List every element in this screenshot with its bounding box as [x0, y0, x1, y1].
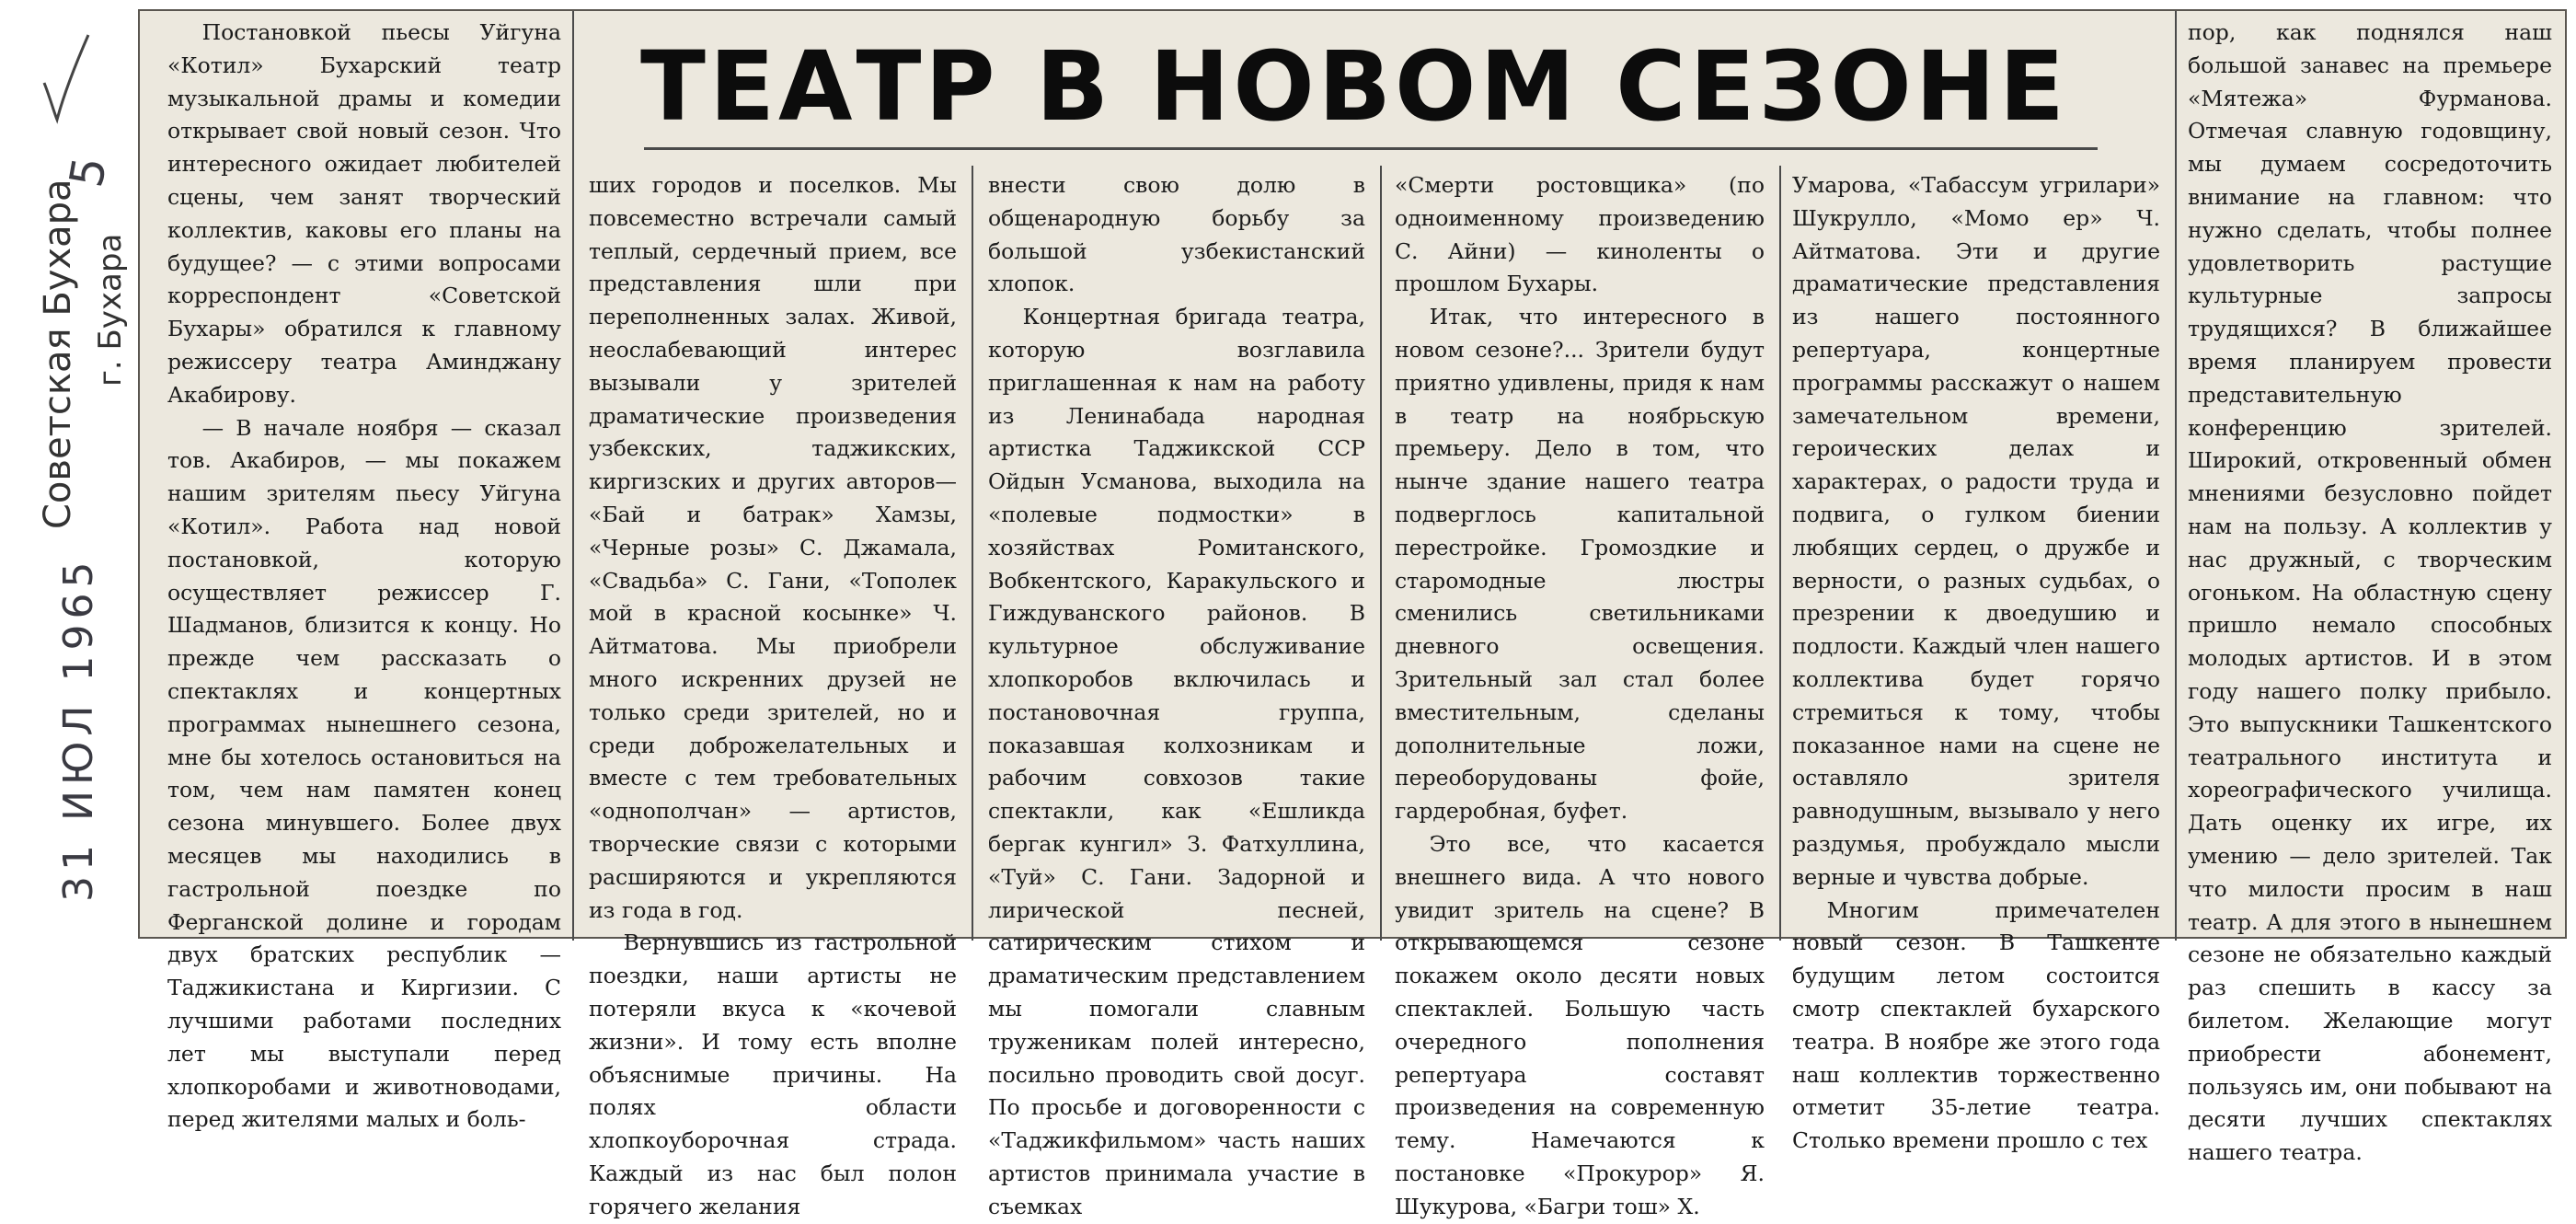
column-rule [972, 166, 973, 941]
article-paragraph: внести свою долю в общенародную борьбу за большой узбекистанский хлопок. [988, 172, 1365, 297]
article-paragraph: Постановкой пьесы Уйгуна «Котил» Бухарский театр музыкальной драмы и комедии открывает свой новый сезон. Что интересного ожидает любителей сцены, чем занят творческий коллектив, каковы его планы на будущее? — с этими вопросами корреспондент «Советской Бухары» обратился к главному режиссеру театра Аминджану Акабирову. [167, 19, 561, 408]
newspaper-name: Советская Бухара [37, 179, 79, 529]
article-paragraph: «Смерти ростовщика» (по одноименному произведению С. Айни) — киноленты о прошлом Бухары. [1395, 172, 1765, 297]
column-rule [1779, 166, 1781, 941]
article-column-5 [1792, 169, 2160, 1158]
article-paragraph: ших городов и поселков. Мы повсеместно встречали самый теплый, сердечный прием, все представления шли при переполненных залах. Живой, неослабевающий интерес вызывали у зрителей драматические произведения узбекских, таджикских, киргизских и других авторов— «Бай и батрак» Хамзы, «Черные розы» С. Джамала, «Свадьба» С. Гани, «Тополек мой в красной косынке» Ч. Айтматова. Мы приобрели много искренних друзей не только среди зрителей, но и среди доброжелательных и вместе с тем требовательных «однополчан» — артистов, творческие связи с которыми расширяются и укрепляются из года в год. [589, 172, 957, 923]
article-paragraph: Многим примечателен новый сезон. В Ташкенте будущим летом состоится смотр спектаклей бухарского театра. В ноябре же этого года наш коллектив торжественно отметит 35-летие театра. Столько времени прошло с тех [1792, 896, 2160, 1154]
column-rule [1380, 166, 1382, 941]
city-name: г. Бухара [92, 233, 129, 387]
article-column-1 [167, 17, 561, 1137]
article-column-4 [1395, 169, 1765, 1224]
article-column-6 [2188, 17, 2552, 1170]
article-column-2 [589, 169, 957, 1224]
column-rule [572, 11, 574, 941]
headline: ТЕАТР В НОВОМ СЕЗОНЕ [640, 30, 2068, 143]
article-paragraph: пор, как поднялся наш большой занавес на премьере «Мятежа» Фурманова. Отмечая славную годовщину, мы думаем сосредоточить внимание на главном: что нужно сделать, чтобы полнее удовлетворить растущие культурные запросы трудящихся? В ближайшее время планируем провести представительную конференцию зрителей. Широкий, откровенный обмен мнениями безусловно пойдет нам на пользу. А коллектив у нас дружный, с творческим огоньком. На областную сцену пришло немало способных молодых артистов. И в этом году нашего полку прибыло. Это выпускники Ташкентского театрального института и хореографического училища. Дать оценку их игре, их умению — дело зрителей. Так что милости просим в наш театр. А для этого в нынешнем сезоне не обязательно каждый раз спешить в кассу за билетом. Желающие могут приобрести абонемент, пользуясь им, они побывают на десяти лучших спектаклях нашего театра. [2188, 19, 2552, 1166]
headline-rule [644, 147, 2098, 150]
article-column-3 [988, 169, 1365, 1224]
article-paragraph: Вернувшись из гастрольной поездки, наши артисты не потеряли вкуса к «кочевой жизни». И тому есть вполне объяснимые причины. На полях области хлопкоуборочная страда. Каждый из нас был полон горячего желания [589, 930, 957, 1219]
handwritten-number: 5 [59, 153, 118, 191]
article-paragraph: Концертная бригада театра, которую возглавила приглашенная к нам на работу из Ленинабада народная артистка Таджикской ССР Ойдын Усманова, выходила на «полевые подмостки» в хозяйствах Ромитанского, Вобкентского, Каракульского и Гиждуванского районов. В культурное обслуживание хлопкоробов включилась и постановочная группа, показавшая колхозникам и рабочим совхозов такие спектакли, как «Ешликда бергак кунгил» З. Фатхуллина, «Туй» С. Гани. Задорной и лирической песней, сатирическим стихом и драматическим представлением мы помогали славным труженикам полей интересно, посильно проводить свой досуг. По просьбе и договоренности с «Таджикфильмом» часть наших артистов принимала участие в съемках [988, 304, 1365, 1219]
handwritten-checkmark [37, 28, 92, 129]
handwritten-date: 31 ИЮЛ 1965 [55, 556, 102, 902]
article-paragraph: Умарова, «Табассум угрилари» Шукрулло, «Момо ер» Ч. Айтматова. Эти и другие драматические представления из нашего постоянного репертуара, концертные программы расскажут о нашем замечательном времени, героических делах и характерах, о радости труда и подвига, о гулком биении любящих сердец, о дружбе и верности, о разных судьбах, о презрении к двоедушию и подлости. Каждый член нашего коллектива будет горячо стремиться к тому, чтобы показанное нами на сцене не оставляло зрителя равнодушным, вызывало у него раздумья, пробуждало мысли верные и чувства добрые. [1792, 172, 2160, 890]
column-rule [2175, 11, 2177, 941]
article-paragraph: — В начале ноября — сказал тов. Акабиров, — мы покажем нашим зрителям пьесу Уйгуна «Котил». Работа над новой постановкой, которую осуществляет режиссер Г. Шадманов, близится к концу. Но прежде чем рассказать о спектаклях и концертных программах нынешнего сезона, мне бы хотелось остановиться на том, чем нам памятен конец сезона минувшего. Более двух месяцев мы находились в гастрольной поездке по Ферганской долине и городам двух братских республик — Таджикистана и Киргизии. С лучшими работами последних лет мы выступали перед хлопкоробами и животноводами, перед жителями малых и боль- [167, 414, 561, 1133]
checkmark-icon [37, 28, 92, 129]
article-paragraph: Это все, что касается внешнего вида. А что нового увидит зритель на сцене? В открывающемся сезоне покажем около десяти новых спектаклей. Большую часть очередного пополнения репертуара составят произведения на современную тему. Намечаются к постановке «Прокурор» Я. Шукурова, «Багри тош» Х. [1395, 830, 1765, 1219]
article-paragraph: Итак, что интересного в новом сезоне?... Зрители будут приятно удивлены, придя к нам в театр на ноябрьскую премьеру. Дело в том, что нынче здание нашего театра подверглось капитальной перестройке. Громоздкие и старомодные люстры сменились светильниками дневного освещения. Зрительный зал стал более вместительным, сделаны дополнительные ложи, переоборудованы фойе, гардеробная, буфет. [1395, 304, 1765, 825]
newspaper-clipping [138, 9, 2567, 1219]
